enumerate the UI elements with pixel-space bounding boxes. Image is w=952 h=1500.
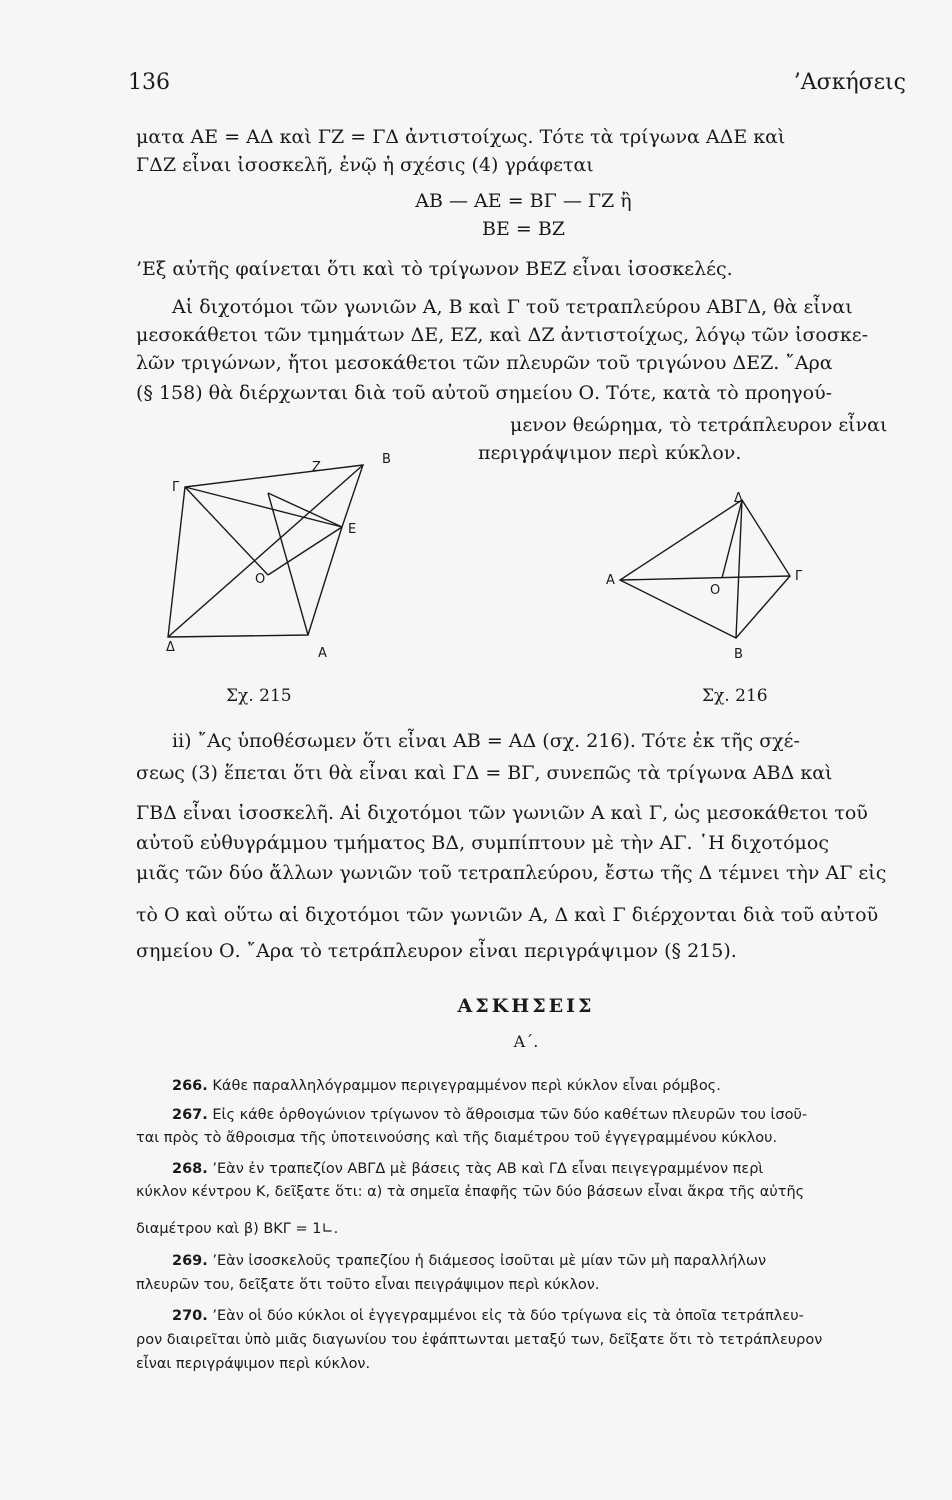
- page-number: 136: [128, 70, 170, 95]
- body-line: (§ 158) θὰ διέρχωνται διὰ τοῦ αὐτοῦ σημείου Ο. Τότε, κατὰ τὸ προηγού-: [136, 382, 833, 404]
- exercise-269: 269. ’Εὰν ἰσοσκελοῦς τραπεζίου ἡ διάμεσος ἰσοῦται μὲ μίαν τῶν μὴ παραλλήλων: [172, 1253, 767, 1269]
- body-line: λῶν τριγώνων, ἤτοι μεσοκάθετοι τῶν πλευρῶν τοῦ τριγώνου ΔΕΖ. ῎Αρα: [136, 352, 833, 374]
- figure-215: [160, 452, 420, 670]
- segment: [185, 487, 268, 575]
- label-beta: Β: [382, 452, 391, 467]
- label-beta: Β: [734, 647, 743, 662]
- label-alpha: Α: [318, 646, 327, 661]
- body-line: μεσοκάθετοι τῶν τμημάτων ΔΕ, ΕΖ, καὶ ΔΖ ἀντιστοίχως, λόγῳ τῶν ἰσοσκε-: [136, 324, 868, 346]
- exercise-270: 270. ’Εὰν οἱ δύο κύκλοι οἱ ἐγγεγραμμένοι εἰς τὰ δύο τρίγωνα εἰς τὰ ὁποῖα τετράπλευ-: [172, 1308, 804, 1324]
- label-omicron: Ο: [710, 583, 721, 598]
- figure-215-caption: Σχ. 215: [226, 686, 292, 706]
- body-line: ii) ῎Ας ὑποθέσωμεν ὅτι εἶναι ΑΒ = ΑΔ (σχ. 216). Τότε ἐκ τῆς σχέ-: [172, 730, 800, 752]
- body-line: ΓΒΔ εἶναι ἰσοσκελῆ. Αἱ διχοτόμοι τῶν γωνιῶν Α καὶ Γ, ὡς μεσοκάθετοι τοῦ: [136, 802, 868, 824]
- exercise-270-cont: εἶναι περιγράψιμον περὶ κύκλον.: [136, 1356, 371, 1372]
- equation-line: ΑΒ — ΑΕ = ΒΓ — ΓΖ ἢ: [415, 190, 632, 212]
- exercise-269-cont: πλευρῶν του, δεῖξατε ὅτι τοῦτο εἶναι πειγράψιμον περὶ κύκλον.: [136, 1277, 600, 1293]
- body-line: σημείου Ο. ῎Αρα τὸ τετράπλευρον εἶναι περιγράψιμον (§ 215).: [136, 940, 737, 962]
- running-title: ’Ασκήσεις: [793, 70, 906, 95]
- body-line: μενον θεώρημα, τὸ τετράπλευρον εἶναι: [510, 414, 888, 436]
- label-delta: Δ: [166, 640, 175, 655]
- figure-216: [606, 488, 810, 668]
- exercise-267-cont: ται πρὸς τὸ ἄθροισμα τῆς ὑποτεινούσης καὶ τῆς διαμέτρου τοῦ ἐγγεγραμμένου κύκλου.: [136, 1130, 778, 1146]
- body-line: τὸ Ο καὶ οὕτω αἱ διχοτόμοι τῶν γωνιῶν Α, Δ καὶ Γ διέρχονται διὰ τοῦ αὐτοῦ: [136, 904, 879, 926]
- label-zeta: Ζ: [312, 460, 321, 475]
- label-gamma: Γ: [172, 480, 180, 495]
- segment: [268, 493, 308, 635]
- exercises-heading: ΑΣΚΗΣΕΙΣ: [457, 995, 595, 1017]
- exercise-270-cont: ρον διαιρεῖται ὑπὸ μιᾶς διαγωνίου του ἐφάπτωνται μεταξύ των, δεῖξατε ὅτι τὸ τετράπλευρον: [136, 1332, 823, 1348]
- label-gamma: Γ: [795, 569, 803, 584]
- body-line: μιᾶς τῶν δύο ἄλλων γωνιῶν τοῦ τετραπλεύρου, ἔστω τῆς Δ τέμνει τὴν ΑΓ εἰς: [136, 862, 887, 884]
- label-omicron: Ο: [255, 572, 266, 587]
- diagonal: [185, 487, 342, 527]
- figure-216-caption: Σχ. 216: [702, 686, 768, 706]
- diagonal-ac: [620, 576, 790, 580]
- kite: [620, 500, 790, 638]
- equation-line: ΒΕ = ΒΖ: [482, 218, 565, 240]
- body-line: περιγράψιμον περὶ κύκλον.: [478, 442, 742, 464]
- segment: [268, 493, 342, 527]
- label-delta: Δ: [734, 491, 743, 506]
- exercise-267: 267. Εἰς κάθε ὀρθογώνιον τρίγωνον τὸ ἄθροισμα τῶν δύο καθέτων πλευρῶν του ἰσοῦ-: [172, 1107, 808, 1123]
- body-line: ΓΔΖ εἶναι ἰσοσκελῆ, ἐνῷ ἡ σχέσις (4) γράφεται: [136, 154, 594, 176]
- body-line: ’Εξ αὐτῆς φαίνεται ὅτι καὶ τὸ τρίγωνον ΒΕΖ εἶναι ἰσοσκελές.: [136, 258, 733, 280]
- body-line: ματα ΑΕ = ΑΔ καὶ ΓΖ = ΓΔ ἀντιστοίχως. Τότε τὰ τρίγωνα ΑΔΕ καὶ: [136, 126, 786, 148]
- exercise-268: 268. ’Εὰν ἐν τραπεζίον ΑΒΓΔ μὲ βάσεις τὰς ΑΒ καὶ ΓΔ εἶναι πειγεγραμμένον περὶ: [172, 1161, 764, 1177]
- exercise-268-cont: διαμέτρου καὶ β) ΒΚΓ = 1∟.: [136, 1221, 339, 1237]
- label-epsilon: Ε: [348, 522, 357, 537]
- exercise-268-cont: κύκλον κέντρου Κ, δεῖξατε ὅτι: α) τὰ σημεῖα ἐπαφῆς τῶν δύο βάσεων εἶναι ἄκρα τῆς αὐτῆς: [136, 1184, 805, 1200]
- body-line: σεως (3) ἕπεται ὅτι θὰ εἶναι καὶ ΓΔ = ΒΓ, συνεπῶς τὰ τρίγωνα ΑΒΔ καὶ: [136, 762, 833, 784]
- body-line: αὐτοῦ εὐθυγράμμου τμήματος ΒΔ, συμπίπτουν μὲ τὴν ΑΓ. ῾Η διχοτόμος: [136, 832, 829, 854]
- exercises-subheading: Α΄.: [513, 1032, 539, 1051]
- body-line: Αἱ διχοτόμοι τῶν γωνιῶν Α, Β καὶ Γ τοῦ τετραπλεύρου ΑΒΓΔ, θὰ εἶναι: [172, 296, 853, 318]
- label-alpha: Α: [606, 573, 615, 588]
- exercise-266: 266. Κάθε παραλληλόγραμμον περιγεγραμμένον περὶ κύκλον εἶναι ρόμβος.: [172, 1078, 721, 1094]
